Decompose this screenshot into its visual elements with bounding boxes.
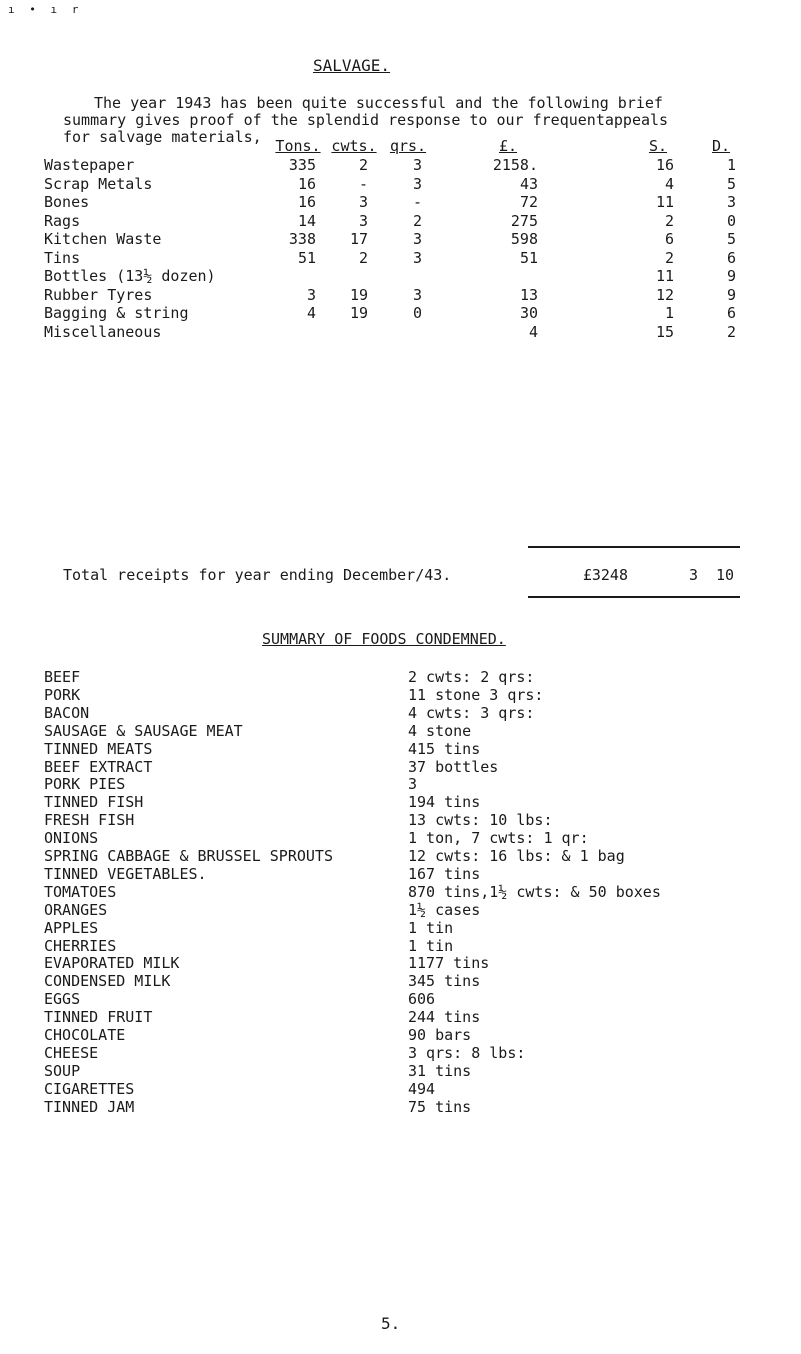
food-item: CHERRIES [44, 936, 117, 955]
food-item: CHEESE [44, 1043, 99, 1062]
header-marks: ı • ı r [8, 3, 83, 16]
food-quantity: 1½ cases [408, 900, 481, 919]
total-pounds: £3248 [582, 566, 628, 584]
cell-pence: 5 [726, 230, 736, 248]
total-top-rule [528, 546, 740, 548]
food-quantity: 13 cwts: 10 lbs: [408, 811, 553, 830]
food-item: SOUP [44, 1061, 81, 1080]
food-quantity: 415 tins [408, 739, 481, 758]
food-quantity: 244 tins [408, 1008, 481, 1027]
cell-cwts: 2 [358, 156, 368, 174]
cell-cwts: 17 [349, 230, 368, 248]
cell-item: Rags [44, 211, 81, 230]
food-item: PORK [44, 685, 81, 704]
cell-pence: 5 [726, 174, 736, 193]
cell-tons: 338 [288, 230, 316, 248]
cell-pounds: 72 [519, 193, 538, 211]
total-label: Total receipts for year ending December/43. [63, 566, 452, 584]
food-quantity: 37 bottles [408, 757, 499, 776]
cell-item: Miscellaneous [44, 322, 162, 341]
cell-cwts: 3 [358, 211, 368, 230]
cell-pounds: 2158. [492, 156, 538, 174]
food-quantity: 2 cwts: 2 qrs: [408, 668, 535, 686]
cell-tons: 14 [297, 211, 316, 230]
food-quantity: 1177 tins [408, 954, 490, 973]
food-item: FRESH FISH [44, 811, 135, 830]
food-quantity: 1 tin [408, 936, 454, 955]
cell-tons: 51 [297, 248, 316, 267]
cell-item: Scrap Metals [44, 174, 153, 193]
page-title: SALVAGE. [313, 56, 391, 75]
cell-item: Bones [44, 193, 90, 211]
cell-pence: 6 [726, 248, 736, 267]
cell-item: Kitchen Waste [44, 230, 162, 248]
food-quantity: 90 bars [408, 1026, 472, 1044]
header-pence: D. [711, 137, 731, 155]
cell-qrs: - [412, 193, 422, 211]
food-item: SAUSAGE & SAUSAGE MEAT [44, 721, 243, 740]
intro-line: for salvage materials, [63, 128, 262, 146]
food-item: ORANGES [44, 900, 108, 919]
cell-pence: 2 [726, 322, 736, 341]
cell-qrs: 3 [412, 248, 422, 267]
food-item: EGGS [44, 990, 81, 1009]
food-item: BEEF [44, 668, 81, 686]
food-quantity: 167 tins [408, 864, 481, 883]
cell-pounds: 43 [519, 174, 538, 193]
cell-item: Wastepaper [44, 156, 135, 174]
cell-pence: 9 [726, 285, 736, 304]
food-quantity: 194 tins [408, 793, 481, 812]
cell-qrs: 3 [412, 230, 422, 248]
food-item: ONIONS [44, 829, 99, 848]
cell-item: Bottles (13½ dozen) [44, 267, 216, 285]
header-pounds: £. [498, 137, 518, 155]
header-tons: Tons. [275, 137, 321, 155]
food-item: BACON [44, 703, 90, 722]
cell-shillings: 16 [655, 156, 674, 174]
header-cwts: cwts. [331, 137, 377, 155]
food-quantity: 3 qrs: 8 lbs: [408, 1043, 526, 1062]
food-quantity: 4 stone [408, 721, 472, 740]
food-quantity: 12 cwts: 16 lbs: & 1 bag [408, 847, 625, 865]
cell-shillings: 2 [664, 211, 674, 230]
cell-pounds: 13 [519, 285, 538, 304]
cell-qrs: 0 [412, 304, 422, 322]
cell-pounds: 51 [519, 248, 538, 267]
cell-shillings: 1 [664, 304, 674, 322]
food-item: EVAPORATED MILK [44, 954, 180, 973]
food-quantity: 75 tins [408, 1097, 472, 1116]
cell-qrs: 3 [412, 174, 422, 193]
page-number: 5. [381, 1314, 401, 1333]
food-quantity: 606 [408, 990, 436, 1009]
food-item: TOMATOES [44, 882, 117, 901]
food-item: TINNED VEGETABLES. [44, 864, 207, 883]
header-qrs: qrs. [389, 137, 427, 155]
cell-item: Bagging & string [44, 304, 189, 322]
food-quantity: 11 stone 3 qrs: [408, 685, 544, 704]
foods-title: SUMMARY OF FOODS CONDEMNED. [262, 630, 506, 648]
cell-shillings: 6 [664, 230, 674, 248]
food-item: SPRING CABBAGE & BRUSSEL SPROUTS [44, 847, 333, 865]
cell-shillings: 11 [655, 267, 674, 285]
food-quantity: 4 cwts: 3 qrs: [408, 703, 535, 722]
intro-line: The year 1943 has been quite successful and the following brief [94, 94, 663, 112]
cell-cwts: 19 [349, 285, 368, 304]
food-item: CHOCOLATE [44, 1026, 126, 1044]
food-item: TINNED MEATS [44, 739, 153, 758]
header-shillings: S. [648, 137, 668, 155]
total-bottom-rule [528, 596, 740, 598]
cell-pence: 9 [726, 267, 736, 285]
food-item: CIGARETTES [44, 1079, 135, 1098]
cell-pence: 0 [726, 211, 736, 230]
food-quantity: 870 tins,1½ cwts: & 50 boxes [408, 882, 661, 901]
cell-qrs: 2 [412, 211, 422, 230]
intro-line: summary gives proof of the splendid response to our frequentappeals [63, 111, 669, 129]
cell-pounds: 4 [528, 322, 538, 341]
cell-item: Tins [44, 248, 81, 267]
food-quantity: 1 ton, 7 cwts: 1 qr: [408, 829, 589, 848]
cell-tons: 16 [297, 174, 316, 193]
cell-qrs: 3 [412, 285, 422, 304]
food-item: CONDENSED MILK [44, 972, 171, 991]
cell-tons: 16 [297, 193, 316, 211]
cell-tons: 335 [288, 156, 316, 174]
cell-cwts: - [358, 174, 368, 193]
cell-shillings: 2 [664, 248, 674, 267]
cell-shillings: 11 [655, 193, 674, 211]
cell-pence: 6 [726, 304, 736, 322]
total-pence: 10 [715, 566, 734, 584]
food-item: TINNED JAM [44, 1097, 135, 1116]
cell-cwts: 3 [358, 193, 368, 211]
food-item: APPLES [44, 918, 99, 937]
food-item: BEEF EXTRACT [44, 757, 153, 776]
cell-cwts: 19 [349, 304, 368, 322]
cell-pence: 1 [726, 156, 736, 174]
food-quantity: 345 tins [408, 972, 481, 991]
cell-pounds: 30 [519, 304, 538, 322]
food-quantity: 31 tins [408, 1061, 472, 1080]
cell-pence: 3 [726, 193, 736, 211]
total-shillings: 3 [688, 566, 698, 584]
cell-tons: 3 [306, 285, 316, 304]
cell-qrs: 3 [412, 156, 422, 174]
cell-shillings: 15 [655, 322, 674, 341]
cell-pounds: 598 [510, 230, 538, 248]
cell-tons: 4 [306, 304, 316, 322]
food-item: TINNED FISH [44, 793, 144, 812]
cell-item: Rubber Tyres [44, 285, 153, 304]
cell-pounds: 275 [510, 211, 538, 230]
food-item: PORK PIES [44, 775, 126, 794]
food-quantity: 1 tin [408, 918, 454, 937]
cell-cwts: 2 [358, 248, 368, 267]
cell-shillings: 12 [655, 285, 674, 304]
food-quantity: 3 [408, 775, 418, 794]
food-quantity: 494 [408, 1079, 436, 1098]
food-item: TINNED FRUIT [44, 1008, 153, 1027]
cell-shillings: 4 [664, 174, 674, 193]
